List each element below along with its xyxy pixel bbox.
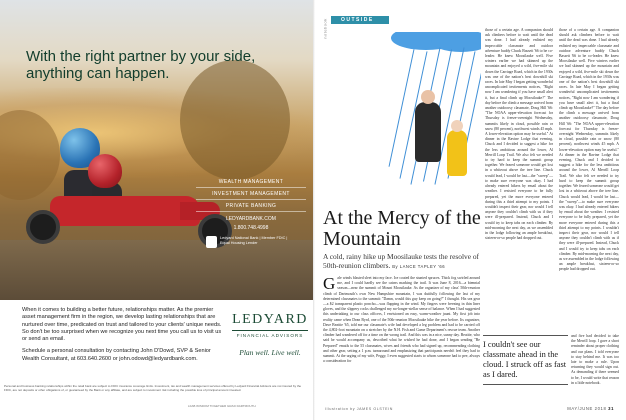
service-item: PRIVATE BANKING xyxy=(196,200,306,212)
byline: By LANCE TAPLEY '66 xyxy=(392,264,446,269)
logo-name: LEDYARD xyxy=(232,312,308,327)
service-item: INVESTMENT MANAGEMENT xyxy=(196,188,306,200)
hiker-head xyxy=(421,90,435,104)
ad-phone[interactable]: 1.800.748.4998 xyxy=(233,225,269,231)
equal-housing-icon xyxy=(206,236,217,248)
hiker-figure xyxy=(415,102,441,162)
ehl-text: Ledyard National Bank | Member FDIC | Equal Housing Lender xyxy=(220,236,288,245)
article-title: At the Mercy of the Mountain xyxy=(323,207,481,250)
service-item: WEALTH MANAGEMENT xyxy=(196,176,306,188)
pull-quote: I couldn't see our classmate ahead in the cloud. I struck off as fast as I dared. xyxy=(483,335,568,385)
article-column-2 xyxy=(485,28,553,326)
ad-body-copy xyxy=(22,307,222,363)
section-label: OUTSIDE xyxy=(341,17,374,23)
ad-tagline: Plan well. Live well. xyxy=(239,348,301,357)
go-kart-body xyxy=(50,196,200,226)
go-kart-wheel xyxy=(26,210,60,244)
logo-subtitle: FINANCIAL ADVISORS xyxy=(232,330,308,338)
ad-headline: With the right partner by your side, anything can happen. xyxy=(26,48,256,82)
side-tab xyxy=(323,18,330,44)
ledyard-logo xyxy=(232,312,308,357)
page-gutter xyxy=(313,0,315,420)
ad-fine-code: LFAB WISDOM TOGETHER GRAD DARTMOUTH xyxy=(188,404,256,408)
article-page xyxy=(313,0,626,420)
publication-date: MAY/JUNE 2018 xyxy=(567,406,607,411)
drop-cap: G xyxy=(323,276,336,293)
ad-fine-print: Personal and business banking relationships within the retail bank are subject to FDIC insurance coverage limits. Investment, tax and wealth management services offered by Ledyard Financial Advisors are not insured by the FDIC, are not deposits or other obligations of, or guaranteed by the Bank or any affiliate, and are subject to investment risk including the possible loss of principal amount invested. xyxy=(4,384,302,392)
article-column-1 xyxy=(323,276,480,402)
hiker-figure xyxy=(447,130,467,176)
side-tab-label: notebook xyxy=(322,18,328,39)
column-text: those of a certain age. A companion should ask climbers before to wait until the dead was done. I had already enlisted my impeccable classmate and outdoor adventure buddy Chuck Bassett '66 to be co-leader. He knew Moosilauke well. Five winters earlier we had skinned up the mountain and enjoyed a wild, five-mile ski down the Carriage Road, which in the 1930s was one of the nation's best downhill ski races. In late May I began getting wonderful uncomplicated invitements notices, "Right now I am wondering if you have small alert it, but a final climb up Moosilauke?" The day before the climb a message arrived from another outdoorsy classmate, Doug Hill '66: "The NOAA upper-elevation forecast for Thursday is freeze-overnight Wednesday, summits likely in cloud, possible rain or snow (80 percent), northwest winds 45 mph. A lower-elevation option may be useful." At dinner in the Ravine Lodge that evening, Chuck and I decided to suggest a hike for the less ambitious around the lower, Al Merrill Loop Trail. We also felt we needed to try hard to keep the summit group together. We feared someone would get lost in a whiteout above the tree line. Chuck would lead, I would be last—the "sweep"—to make sure everyone was okay. I had already entered hikers by email about the weather. I resisted everyone to be fully prepared, yet the more everyone entered during this a third attempt to my points. I wouldn't inspect their gear, nor would I tell anyone they couldn't climb with us if they were ill-prepared. Instead, Chuck and I would try to keep tabs on each climber. By mid-morning the next day, as we assembled in the lodge following an ample breakfast, sixteen-or-so people had dropped out. xyxy=(485,28,553,241)
illustration-credit: Illustration by JAMES OLSTEIN xyxy=(325,407,393,411)
ad-body-paragraph: When it comes to building a better future, relationships matter. As the premier asset management firm in the region, we develop lasting relationships that are nurtured over time, predicated on trust and tailored to your clients' unique needs. So don't be too surprised when we recognize you next time you call us to visit us or send an email. xyxy=(22,307,222,343)
ad-body-paragraph: Schedule a personal consultation by contacting John D'Dowd, SVP & Senior Wealth Consultant, at 603.640.2600 or john.odowd@ledyardbank.com. xyxy=(22,348,211,362)
article-column-3-end xyxy=(571,334,619,400)
page-number: 31 xyxy=(608,406,614,411)
column-text: ale winds blasted sleet into my face. Ice coated the stunted spruces. Thick fog swirled around me, and I could hardly see the cairns marking the trail. It was June 8, 2016—a biennial season—near the summit of Mount Moosilauke. As the organizer of my class' 50th-reunion climb of Dartmouth's own New Hampshire mountain, I was dutifully following the last of my determined classmates to the summit: "Damn, would this guy keep on going?" I thought. His sea gear—a $2 transparent plastic poncho—was flapping in the wind. My fingers were freezing in thin liner gloves, and the slippery rocks challenged my no-longer-stellar sense of balance. When I had suggested this undertaking to our class officers, I envisioned an easy, warm-weather jaunt. My first job into reality came when Dean Byrd, one of the 50th-reunion Moosilauke hike the year before. Its organizer, Dave Beattie '65, told me our classmate's wife had developed a leg problem and had to be carried off the 4,802-foot mountain on a stretcher by the N.H. Fish and Game Department's rescue team. Another climber had wandered off for a time on the wrong trail. And this was in a nice, sunny day. Beattie, who said he would accompany us, described what he wished he had done, and I began sending "Be Prepared" emails to the 55 classmates, wives and friends who had signed up, recommending clothing and other gear, setting a 1 p.m. turnaround and emphasizing that participants needn't feel they had to summit. At the urging of my wife, Peggy, I even suggested starts to whom someone had to pee, always a consideration for xyxy=(323,276,480,364)
page-footer xyxy=(567,406,614,411)
hiker-head xyxy=(451,120,463,132)
column-text: and five had decided to take the Merrill loop. I gave a short reminder about proper clothing and our plans. I told everyone to stay behind me. It was too late to make a rule. Upon returning they would sign out. As demanding if there seemed to be, I would write that reason in a little notebook. xyxy=(571,334,619,385)
article-dek xyxy=(323,252,483,271)
rain-streak xyxy=(389,49,415,167)
red-helmet xyxy=(88,154,122,188)
ad-website[interactable]: LEDYARDBANK.COM xyxy=(226,216,276,222)
column-text: those of a certain age. A companion should ask climbers before to wait until the dead was done. I had already enlisted my impeccable classmate and outdoor adventure buddy Chuck Bassett '66 to be co-leader. He knew Moosilauke well. Five winters earlier we had skinned up the mountain and enjoyed a wild, five-mile ski down the Carriage Road, which in the 1930s was one of the nation's best downhill ski races. In late May I began getting wonderful uncomplicated invitements notices, "Right now I am wondering if you have small alert it, but a final climb up Moosilauke?" The day before the climb a message arrived from another outdoorsy classmate, Doug Hill '66: "The NOAA upper-elevation forecast for Thursday is freeze-overnight Wednesday, summits likely in cloud, possible rain or snow (80 percent), northwest winds 45 mph. A lower-elevation option may be useful." At dinner in the Ravine Lodge that evening, Chuck and I decided to suggest a hike for the less ambitious around the lower, Al Merrill Loop Trail. We also felt we needed to try hard to keep the summit group together. We feared someone would get lost in a whiteout above the tree line. Chuck would lead, I would be last—the "sweep"—to make sure everyone was okay. I had already entered hikers by email about the weather. I resisted everyone to be fully prepared, yet the more everyone entered during this a third attempt to my points. I wouldn't inspect their gear, nor would I tell anyone they couldn't climb with us if they were ill-prepared. Instead, Chuck and I would try to keep tabs on each climber. By mid-morning the next day, as we assembled in the lodge following an ample breakfast, sixteen-or-so people had dropped out. xyxy=(559,28,619,272)
article-illustration xyxy=(331,32,481,194)
dek-text: A cold, rainy hike up Moosilauke tests the resolve of 50th-reunion climbers. xyxy=(323,252,479,270)
ad-services-list xyxy=(196,176,306,231)
article-column-3 xyxy=(559,28,619,326)
